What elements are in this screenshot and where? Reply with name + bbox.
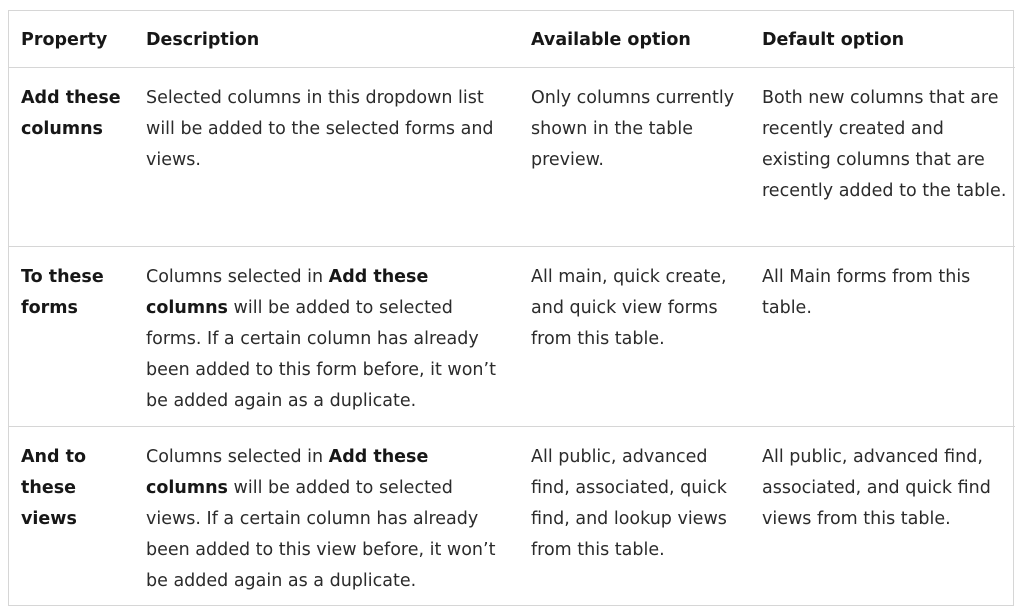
header-available-option: Available option [519, 11, 750, 67]
description-bold: Add these columns [146, 266, 429, 318]
table-header [9, 11, 1015, 67]
table-row [9, 426, 1015, 605]
description-text: Columns selected in [146, 446, 329, 467]
header-row [9, 11, 1015, 67]
table [9, 11, 1015, 605]
cell-property: Add these columns [21, 87, 121, 139]
cell-description [134, 246, 519, 426]
table-row [9, 246, 1015, 426]
table-body [9, 67, 1015, 605]
description-text-end: will be added to selected forms. If a certain column has already been added to this form before, it won’t be added again as a duplicate. [146, 297, 496, 411]
cell-property: To these forms [21, 266, 104, 318]
cell-default-option: Both new columns that are recently created and existing columns that are recently added to the table. [762, 87, 1007, 201]
cell-property: And to these views [21, 446, 87, 529]
properties-table [8, 10, 1014, 606]
cell-description [134, 426, 519, 605]
description-text: Columns selected in [146, 266, 329, 287]
cell-description [134, 67, 519, 246]
cell-available-option: Only columns currently shown in the table preview. [531, 87, 735, 170]
cell-available-option: All main, quick create, and quick view forms from this table. [531, 266, 727, 349]
description-bold: Add these columns [146, 446, 429, 498]
cell-default-option: All Main forms from this table. [762, 266, 971, 318]
cell-default-option: All public, advanced find, associated, and quick find views from this table. [762, 446, 991, 529]
description-text: Selected columns in this dropdown list will be added to the selected forms and views. [146, 87, 494, 170]
table-row [9, 67, 1015, 246]
header-property: Property [9, 11, 134, 67]
header-default-option: Default option [750, 11, 1015, 67]
cell-available-option: All public, advanced find, associated, quick find, and lookup views from this table. [531, 446, 727, 560]
description-text-end: will be added to selected views. If a certain column has already been added to this view before, it won’t be added again as a duplicate. [146, 477, 496, 591]
header-description: Description [134, 11, 519, 67]
